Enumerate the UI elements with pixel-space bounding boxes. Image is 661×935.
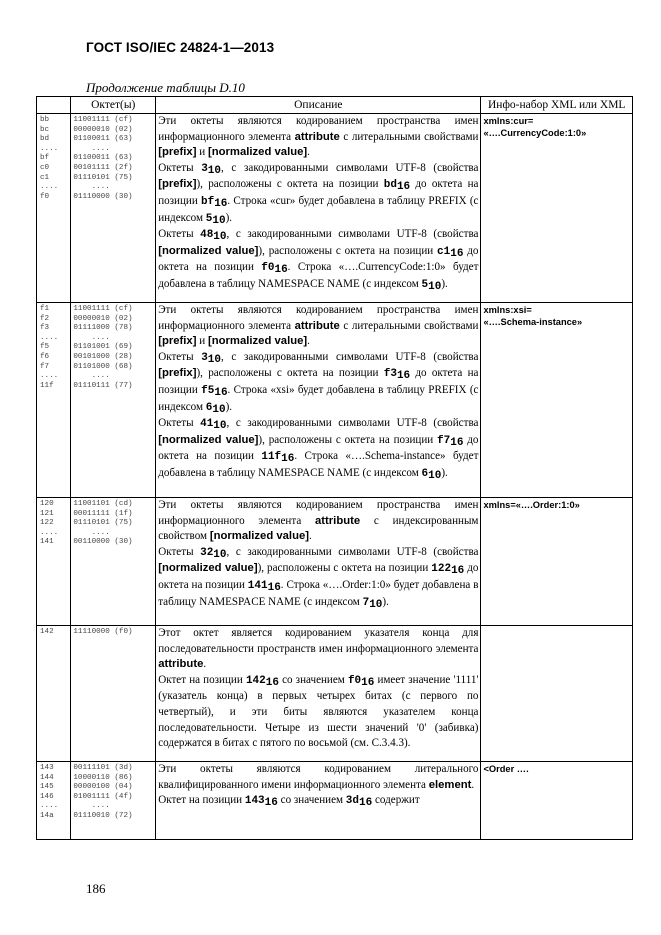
infoset-cell bbox=[481, 498, 633, 626]
description-paragraph: Октеты $3_{10}$, с закодированными символами UTF-8 (свойства [prefix]), расположены с октета на позиции $f3_{16}$ до октета на позиции $f5_{16}$. Строка «xsi» будет добавлена в таблицу PREFIX (с индексом $6_{10}$). bbox=[158, 350, 479, 416]
header-infoset: Инфо-набор XML или XML bbox=[481, 97, 633, 114]
octet-list: 11001101 (cd) 00011111 (1f) 01110101 (75) .... 00110000 (30) bbox=[73, 500, 133, 547]
description-paragraph: Октет на позиции $142_{16}$ со значением $f0_{16}$ имеет значение '1111' (указатель конца) в первых четырех битах (с первого по четвертый), и эти биты являются указателем конца последовательности. Четыре из шести значений '0' (забивка) содержатся в битах с пятого по восьмой (см. С.3.4.3). bbox=[158, 673, 479, 750]
table-row bbox=[37, 114, 633, 303]
description-paragraph: Октеты $3_{10}$, с закодированными символами UTF-8 (свойства [prefix]), расположены с октета на позиции $bd_{16}$ до октета на позиции $bf_{16}$. Строка «cur» будет добавлена в таблицу PREFIX (с индексом $5_{10}$). bbox=[158, 161, 479, 227]
infoset-value bbox=[481, 626, 632, 628]
description-cell bbox=[156, 498, 481, 626]
octets-cell bbox=[71, 498, 156, 626]
description-paragraph: Эти октеты являются кодированием пространства имен информационного элемента attribute с индексированным свойством [normalized value]. bbox=[158, 499, 479, 543]
octet-list: 11110000 (f0) bbox=[73, 628, 133, 636]
description-cell bbox=[156, 114, 481, 303]
table-row bbox=[37, 303, 633, 498]
octets-cell bbox=[71, 762, 156, 840]
position-cell bbox=[37, 303, 71, 498]
description-paragraph: Октеты $41_{10}$, с закодированными символами UTF-8 (свойства [normalized value]), расположены с октета на позиции $f7_{16}$ до октета на позиции $11f_{16}$. Строка «….Schema-instance» будет добавлена в таблицу NAMESPACE NAME (с индексом $6_{10}$). bbox=[158, 417, 479, 482]
header-description: Описание bbox=[156, 97, 481, 114]
description-paragraph: Этот октет является кодированием указателя конца для последовательности пространств имен информационного элемента attribute. bbox=[158, 627, 479, 671]
description-paragraph: Эти октеты являются кодированием литерального квалифицированного имени информационного элемента element. bbox=[158, 763, 479, 791]
description-paragraph: Эти октеты являются кодированием пространства имен информационного элемента attribute с литеральными свойствами [prefix] и [normalized value]. bbox=[158, 115, 479, 159]
table-header-row bbox=[37, 97, 633, 114]
infoset-value: xmlns=«….Order:1:0» bbox=[483, 500, 580, 510]
header-position bbox=[37, 97, 71, 114]
octets-cell bbox=[71, 626, 156, 762]
header-octets: Октет(ы) bbox=[71, 97, 156, 114]
position-list: f1 f2 f3 .... f5 f6 f7 .... 11f bbox=[40, 305, 59, 390]
infoset-cell bbox=[481, 114, 633, 303]
octet-table bbox=[36, 96, 633, 840]
infoset-cell bbox=[481, 303, 633, 498]
position-list: bb bc bd .... bf c0 c1 .... f0 bbox=[40, 116, 59, 201]
table-row bbox=[37, 498, 633, 626]
position-cell bbox=[37, 114, 71, 303]
position-cell bbox=[37, 498, 71, 626]
description-paragraph: Октеты $32_{10}$, с закодированными символами UTF-8 (свойства [normalized value]), расположены с октета на позиции $122_{16}$ до октета на позиции $141_{16}$. Строка «….Order:1:0» будет добавлена в таблицу NAMESPACE NAME (с индексом $7_{10}$). bbox=[158, 545, 479, 611]
description-paragraph: Октеты $48_{10}$, с закодированными символами UTF-8 (свойства [normalized value]), расположены с октета на позиции $c1_{16}$ до октета на позиции $f0_{16}$. Строка «….CurrencyCode:1:0» будет добавлена в таблицу NAMESPACE NAME (с индексом $5_{10}$). bbox=[158, 228, 479, 293]
position-list: 142 bbox=[40, 628, 54, 636]
octet-list: 00111101 (3d) 10000110 (86) 00000100 (04) 01001111 (4f) .... 01110010 (72) bbox=[73, 764, 133, 820]
position-cell bbox=[37, 762, 71, 840]
position-list: 120 121 122 .... 141 bbox=[40, 500, 59, 547]
octet-list: 11001111 (cf) 00000010 (02) 01111000 (78) .... 01101001 (69) 00101000 (28) 01101000 (68) .... 01110111 (77) bbox=[73, 305, 133, 390]
infoset-cell bbox=[481, 626, 633, 762]
description-cell bbox=[156, 762, 481, 840]
table-row bbox=[37, 762, 633, 840]
infoset-value: <Order …. bbox=[483, 764, 529, 774]
octets-cell bbox=[71, 114, 156, 303]
infoset-value: xmlns:xsi= «….Schema-instance» bbox=[483, 305, 583, 327]
page-number: 186 bbox=[86, 881, 106, 896]
table-caption: Продолжение таблицы D.10 bbox=[86, 80, 245, 95]
description-cell bbox=[156, 303, 481, 498]
infoset-value: xmlns:cur= «….CurrencyCode:1:0» bbox=[483, 116, 587, 138]
octets-cell bbox=[71, 303, 156, 498]
description-cell bbox=[156, 626, 481, 762]
description-paragraph: Октет на позиции $143_{16}$ со значением $3d_{16}$ содержит bbox=[158, 794, 420, 810]
description-paragraph: Эти октеты являются кодированием пространства имен информационного элемента attribute с литеральными свойствами [prefix] и [normalized value]. bbox=[158, 304, 479, 348]
position-list: 143 144 145 146 .... 14a bbox=[40, 764, 59, 820]
infoset-cell bbox=[481, 762, 633, 840]
octet-list: 11001111 (cf) 00000010 (02) 01100011 (63) .... 01100011 (63) 00101111 (2f) 01110101 (75) .... 01110000 (30) bbox=[73, 116, 133, 201]
position-cell bbox=[37, 626, 71, 762]
table-row bbox=[37, 626, 633, 762]
document-header: ГОСТ ISO/IEC 24824-1—2013 bbox=[86, 40, 275, 55]
